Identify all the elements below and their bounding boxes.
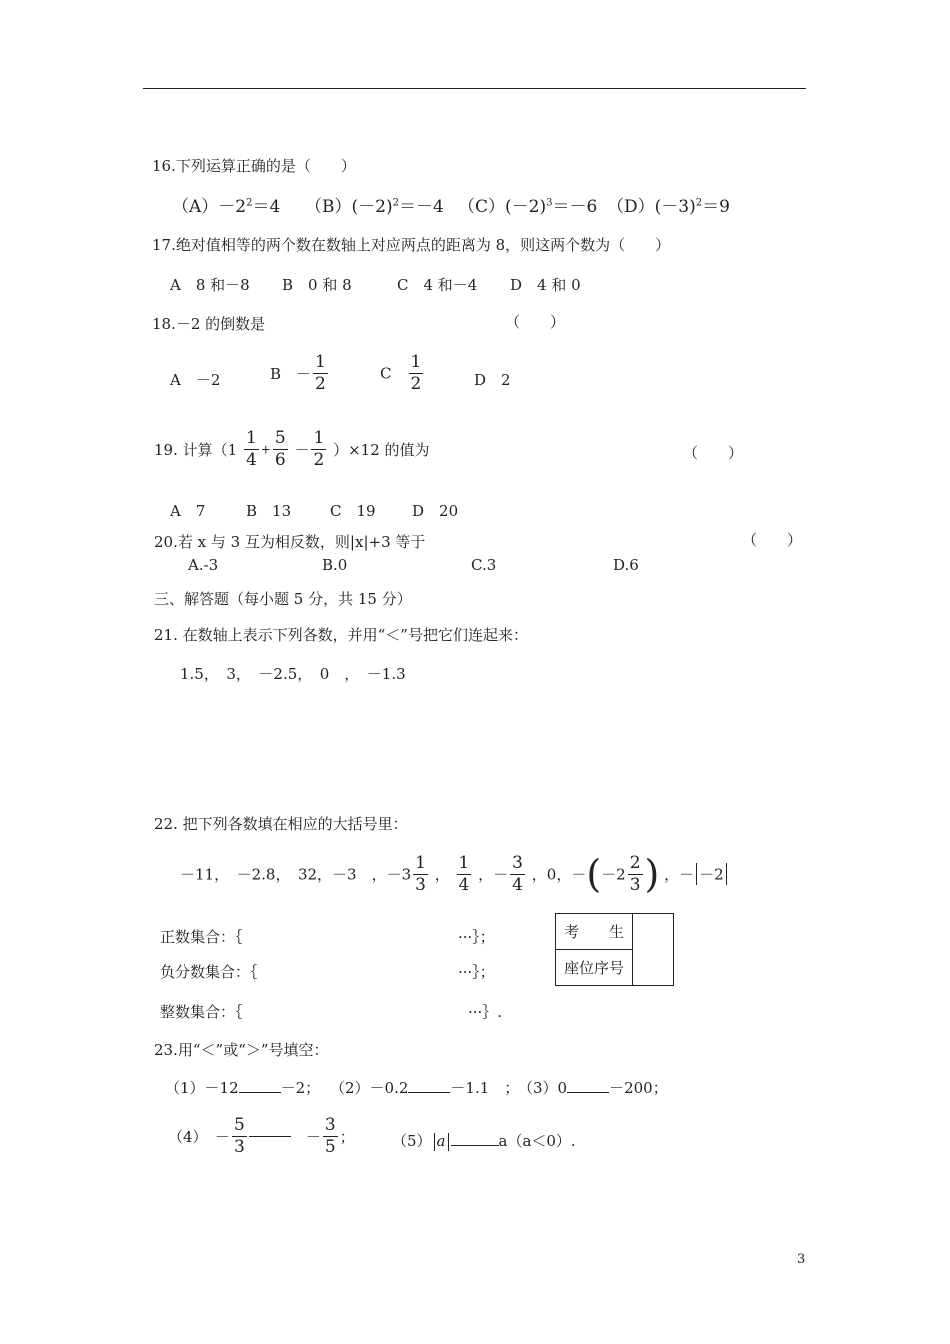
q17-option-d: D 4 和 0	[510, 276, 581, 294]
q17-stem: 17.绝对值相等的两个数在数轴上对应两点的距离为 8，则这两个数为（ ）	[152, 236, 671, 254]
q20-answer-paren: （ ）	[742, 531, 803, 549]
q16-option-b: $(B)(-2)^2=-4$	[305, 197, 444, 217]
q18-option-c: C $\frac{1}{2}$	[380, 352, 422, 394]
q23-part-5: （5） a a（a＜0）.	[392, 1132, 576, 1150]
q16-option-c: $(C)(-2)^3=-6$	[458, 197, 598, 217]
q18-stem: 18.－2 的倒数是	[152, 315, 266, 333]
q16-option-d: $(D)(-3)^2=9$	[607, 197, 730, 217]
positive-set-end: ···｝；	[458, 928, 495, 946]
q20-option-c: C.3	[471, 556, 497, 574]
q23-part-4: （4） － $\frac{5}{3}$ － $\frac{3}{5}$ ；	[168, 1115, 355, 1157]
header-rule	[143, 88, 806, 89]
seat-label-examinee: 考 生	[556, 914, 633, 950]
q19-option-d: D 20	[412, 502, 459, 520]
integer-set-label: 整数集合：｛	[160, 1003, 243, 1021]
q18-answer-paren: （ ）	[505, 313, 566, 331]
q23-part-1: （1）－12 －2；	[165, 1079, 321, 1097]
q20-option-d: D.6	[613, 556, 639, 574]
page-number: 3	[797, 1252, 806, 1267]
q20-option-b: B.0	[322, 556, 348, 574]
q19-option-b: B 13	[246, 502, 292, 520]
q20-option-a: A.-3	[188, 556, 219, 574]
q23-part-2: （2）－0.2 －1.1 ；	[330, 1079, 520, 1097]
q17-option-b: B 0 和 8	[282, 276, 352, 294]
negative-fraction-set-end: ···｝；	[458, 963, 495, 981]
q16-stem: 16.下列运算正确的是（ ）	[152, 157, 356, 175]
integer-set-end: ···｝.	[468, 1003, 503, 1021]
positive-set-label: 正数集合：｛	[160, 928, 243, 946]
q19-option-c: C 19	[330, 502, 376, 520]
q23-part-3: （3）0 －200；	[518, 1079, 668, 1097]
q17-option-c: C 4 和－4	[397, 276, 478, 294]
q20-stem: 20.若 x 与 3 互为相反数，则|x|+3 等于	[154, 533, 426, 551]
q19-answer-paren: （ ）	[683, 444, 744, 462]
section-heading: 三、解答题（每小题 5 分，共 15 分）	[154, 590, 412, 608]
seat-number-box	[555, 913, 674, 986]
q18-option-b: B － $\frac{1}{2}$	[270, 352, 326, 394]
negative-fraction-set-label: 负分数集合：｛	[160, 963, 258, 981]
seat-number-cell	[633, 914, 674, 986]
seat-label-number: 座位序号	[556, 950, 633, 986]
q21-numbers: 1.5， 3， －2.5， 0 ， －1.3	[180, 665, 406, 683]
q19-stem: 19. 计算（1 $\frac{1}{4}$ + $\frac{5}{6}$ － $\frac{1}{2}$ ）×12 的值为	[154, 428, 430, 470]
q22-stem: 22. 把下列各数填在相应的大括号里：	[154, 815, 408, 833]
q22-number-list: －11， －2.8， 32，－3 ，－3 $\frac{1}{3}$ ， $\frac{1}{4}$ ，－ $\frac{3}{4}$ ，0，－(－2 $\frac{2}{3}$ ) ，－ －2	[180, 852, 729, 896]
q17-option-a: A 8 和－8	[170, 276, 250, 294]
q21-stem: 21. 在数轴上表示下列各数，并用“＜”号把它们连起来：	[154, 626, 528, 644]
q18-option-d: D 2	[474, 371, 511, 389]
q18-option-a: A －2	[170, 371, 221, 389]
q16-option-a: $(A)-2^2=4$	[172, 197, 281, 217]
q23-stem: 23.用“＜”或“＞”号填空：	[154, 1041, 329, 1059]
q19-option-a: A 7	[170, 502, 206, 520]
